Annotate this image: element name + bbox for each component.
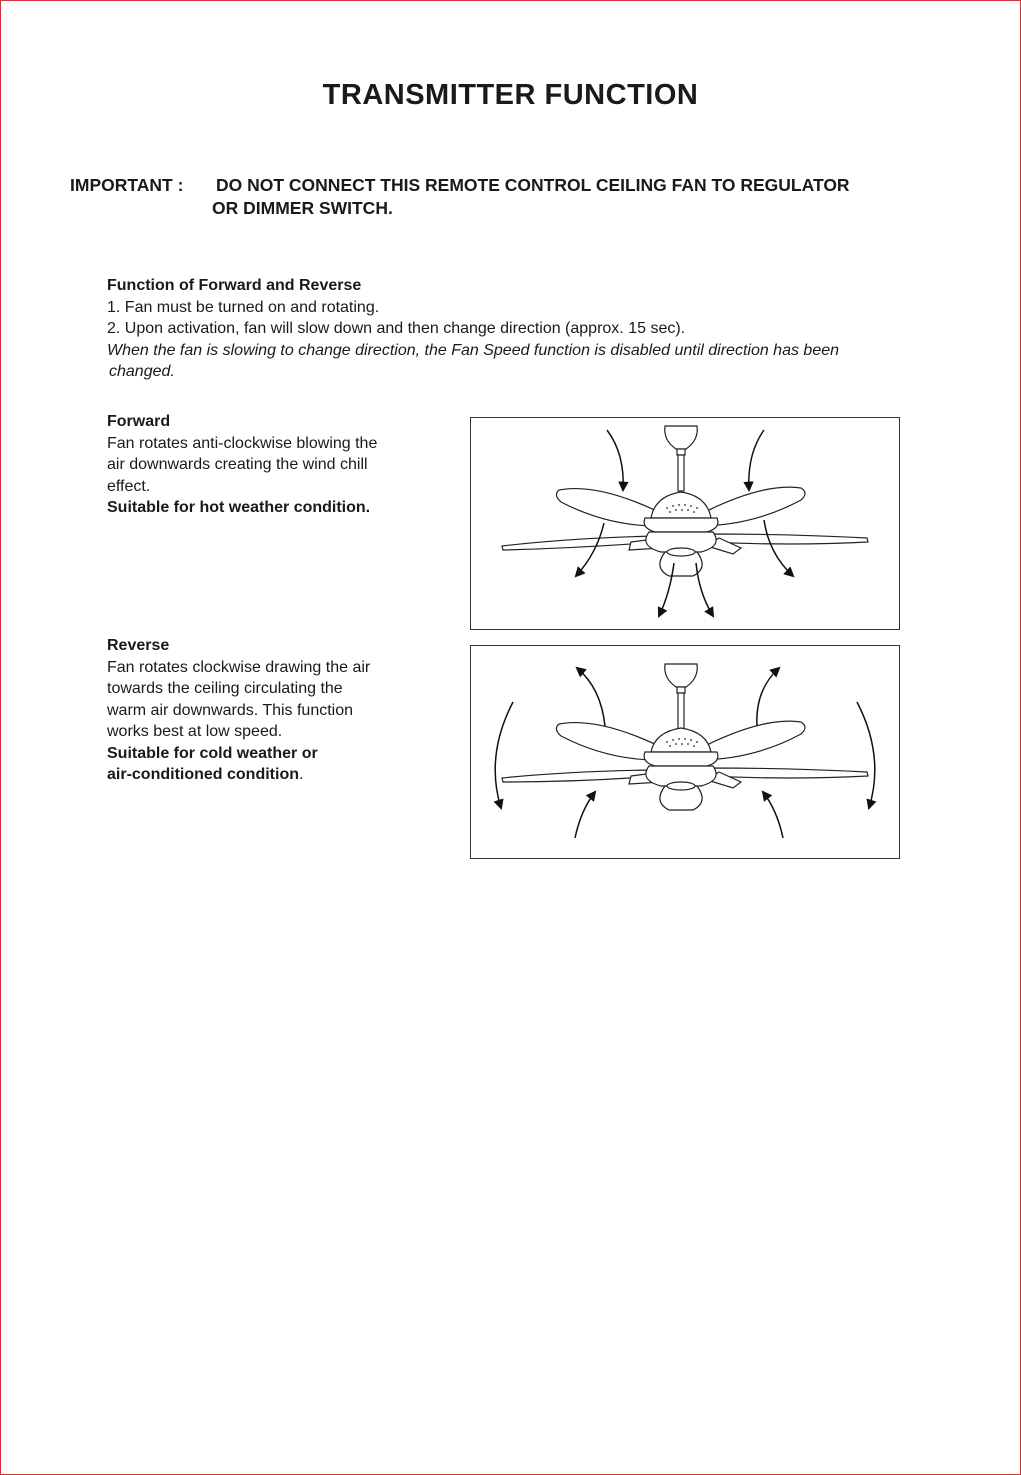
airflow-arrow-icon	[749, 430, 764, 490]
forward-text-line: Fan rotates anti-clockwise blowing the	[107, 434, 378, 452]
reverse-section	[107, 635, 437, 786]
page-title: TRANSMITTER FUNCTION	[322, 79, 699, 111]
function-note-line-1: When the fan is slowing to change direction, the Fan Speed function is disabled until direction has been	[107, 341, 840, 359]
canopy-icon	[665, 426, 698, 449]
function-step-2: 2. Upon activation, fan will slow down and then change direction (approx. 15 sec).	[107, 320, 686, 337]
reverse-text-line: Fan rotates clockwise drawing the air	[107, 658, 371, 676]
reverse-text-line: works best at low speed.	[107, 723, 283, 740]
airflow-arrow-icon	[763, 792, 783, 838]
reverse-suitable-line-1: Suitable for cold weather or	[107, 744, 318, 762]
forward-text-line: air downwards creating the wind chill	[107, 456, 368, 473]
function-step-1: 1. Fan must be turned on and rotating.	[107, 298, 380, 316]
airflow-arrow-icon	[576, 523, 604, 576]
canopy-icon	[665, 664, 698, 687]
motor-housing-icon	[651, 728, 711, 752]
airflow-arrow-icon	[575, 792, 595, 838]
forward-fan-diagram	[471, 418, 899, 629]
important-label: IMPORTANT :	[70, 175, 184, 195]
reverse-fan-illustration	[470, 645, 900, 859]
function-note-line-2: changed.	[109, 363, 175, 380]
forward-suitable: Suitable for hot weather condition.	[107, 499, 371, 516]
forward-fan-illustration	[470, 417, 900, 630]
fan-blade-icon	[707, 768, 868, 778]
important-message-line-2: OR DIMMER SWITCH.	[212, 198, 393, 218]
airflow-arrow-icon	[764, 520, 793, 576]
reverse-text-line: towards the ceiling circulating the	[107, 680, 343, 697]
reverse-suitable-line-2: air-conditioned condition	[107, 766, 299, 783]
forward-section	[107, 411, 437, 519]
motor-housing-icon	[651, 492, 711, 518]
reverse-text-line: warm air downwards. This function	[107, 701, 354, 719]
airflow-arrow-icon	[757, 668, 779, 726]
airflow-arrow-icon	[495, 702, 513, 808]
important-message-line-1: DO NOT CONNECT THIS REMOTE CONTROL CEILING FAN TO REGULATOR	[216, 175, 850, 195]
airflow-arrow-icon	[607, 430, 623, 490]
forward-reverse-function-section	[107, 275, 987, 383]
reverse-suitable-period: .	[298, 766, 304, 783]
function-heading: Function of Forward and Reverse	[107, 277, 362, 294]
fan-blade-icon	[707, 534, 868, 544]
reverse-heading: Reverse	[107, 637, 170, 654]
forward-heading: Forward	[107, 413, 171, 430]
forward-text-line: effect.	[107, 477, 151, 495]
reverse-fan-diagram	[471, 646, 899, 858]
airflow-arrow-icon	[577, 668, 605, 726]
airflow-arrow-icon	[857, 702, 875, 808]
